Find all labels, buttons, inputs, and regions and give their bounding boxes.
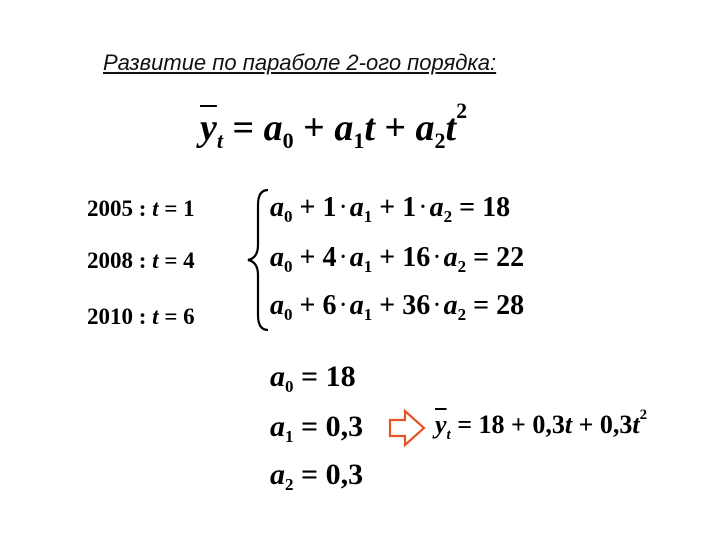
final-formula [435,407,647,444]
a2-symbol: a [415,107,435,149]
t-squared-symbol: t [445,107,457,149]
final-exponent: 2 [639,407,648,423]
year-var: t [152,196,159,221]
t-exponent: 2 [456,98,468,123]
equation-1: $a_0 + 1\cdot a_1 + 1\cdot a_2 = 18$ [270,192,511,226]
final-t: t [564,410,573,439]
equals-sign: = [223,107,264,149]
result-a1: $a_1 = 0,3$ [270,410,364,446]
t-symbol: t [364,107,375,149]
equation-2: $a_0 + 4\cdot a_1 + 16\cdot a_2 = 22$ [270,242,525,276]
year-value: = 1 [158,196,195,221]
year-label: 2008 : [87,248,153,273]
y-subscript: t [216,128,223,153]
plus-sign: + [293,107,335,149]
a0-subscript: 0 [282,128,294,153]
year-label: 2010 : [87,304,153,329]
slide-title: Развитие по параболе 2-ого порядка: [103,50,497,75]
y-bar: $\overline{y}$ [200,107,217,149]
plus-sign-2: + [374,107,416,149]
implies-arrow-icon [390,411,424,445]
a2-subscript: 2 [434,128,446,153]
a0-symbol: a [263,107,283,149]
equation-3: $a_0 + 6\cdot a_1 + 36\cdot a_2 = 28$ [270,290,525,324]
year-value: = 6 [158,304,195,329]
final-rhs-b: + 0,3 [572,410,633,439]
year-var: t [152,304,159,329]
final-t-squared: t [632,410,640,439]
year-label: 2005 : [87,196,153,221]
a1-symbol: a [334,107,354,149]
result-a2: $a_2 = 0,3$ [270,458,364,494]
left-brace [248,190,268,330]
result-a0: $a_0 = 18$ [270,360,356,396]
year-value: = 4 [158,248,195,273]
final-rhs-a: = 18 + 0,3 [450,410,565,439]
a1-subscript: 1 [353,128,365,153]
year-var: t [152,248,159,273]
y-bar: $\overline{y}$ [435,410,447,439]
y-subscript: t [446,427,451,443]
